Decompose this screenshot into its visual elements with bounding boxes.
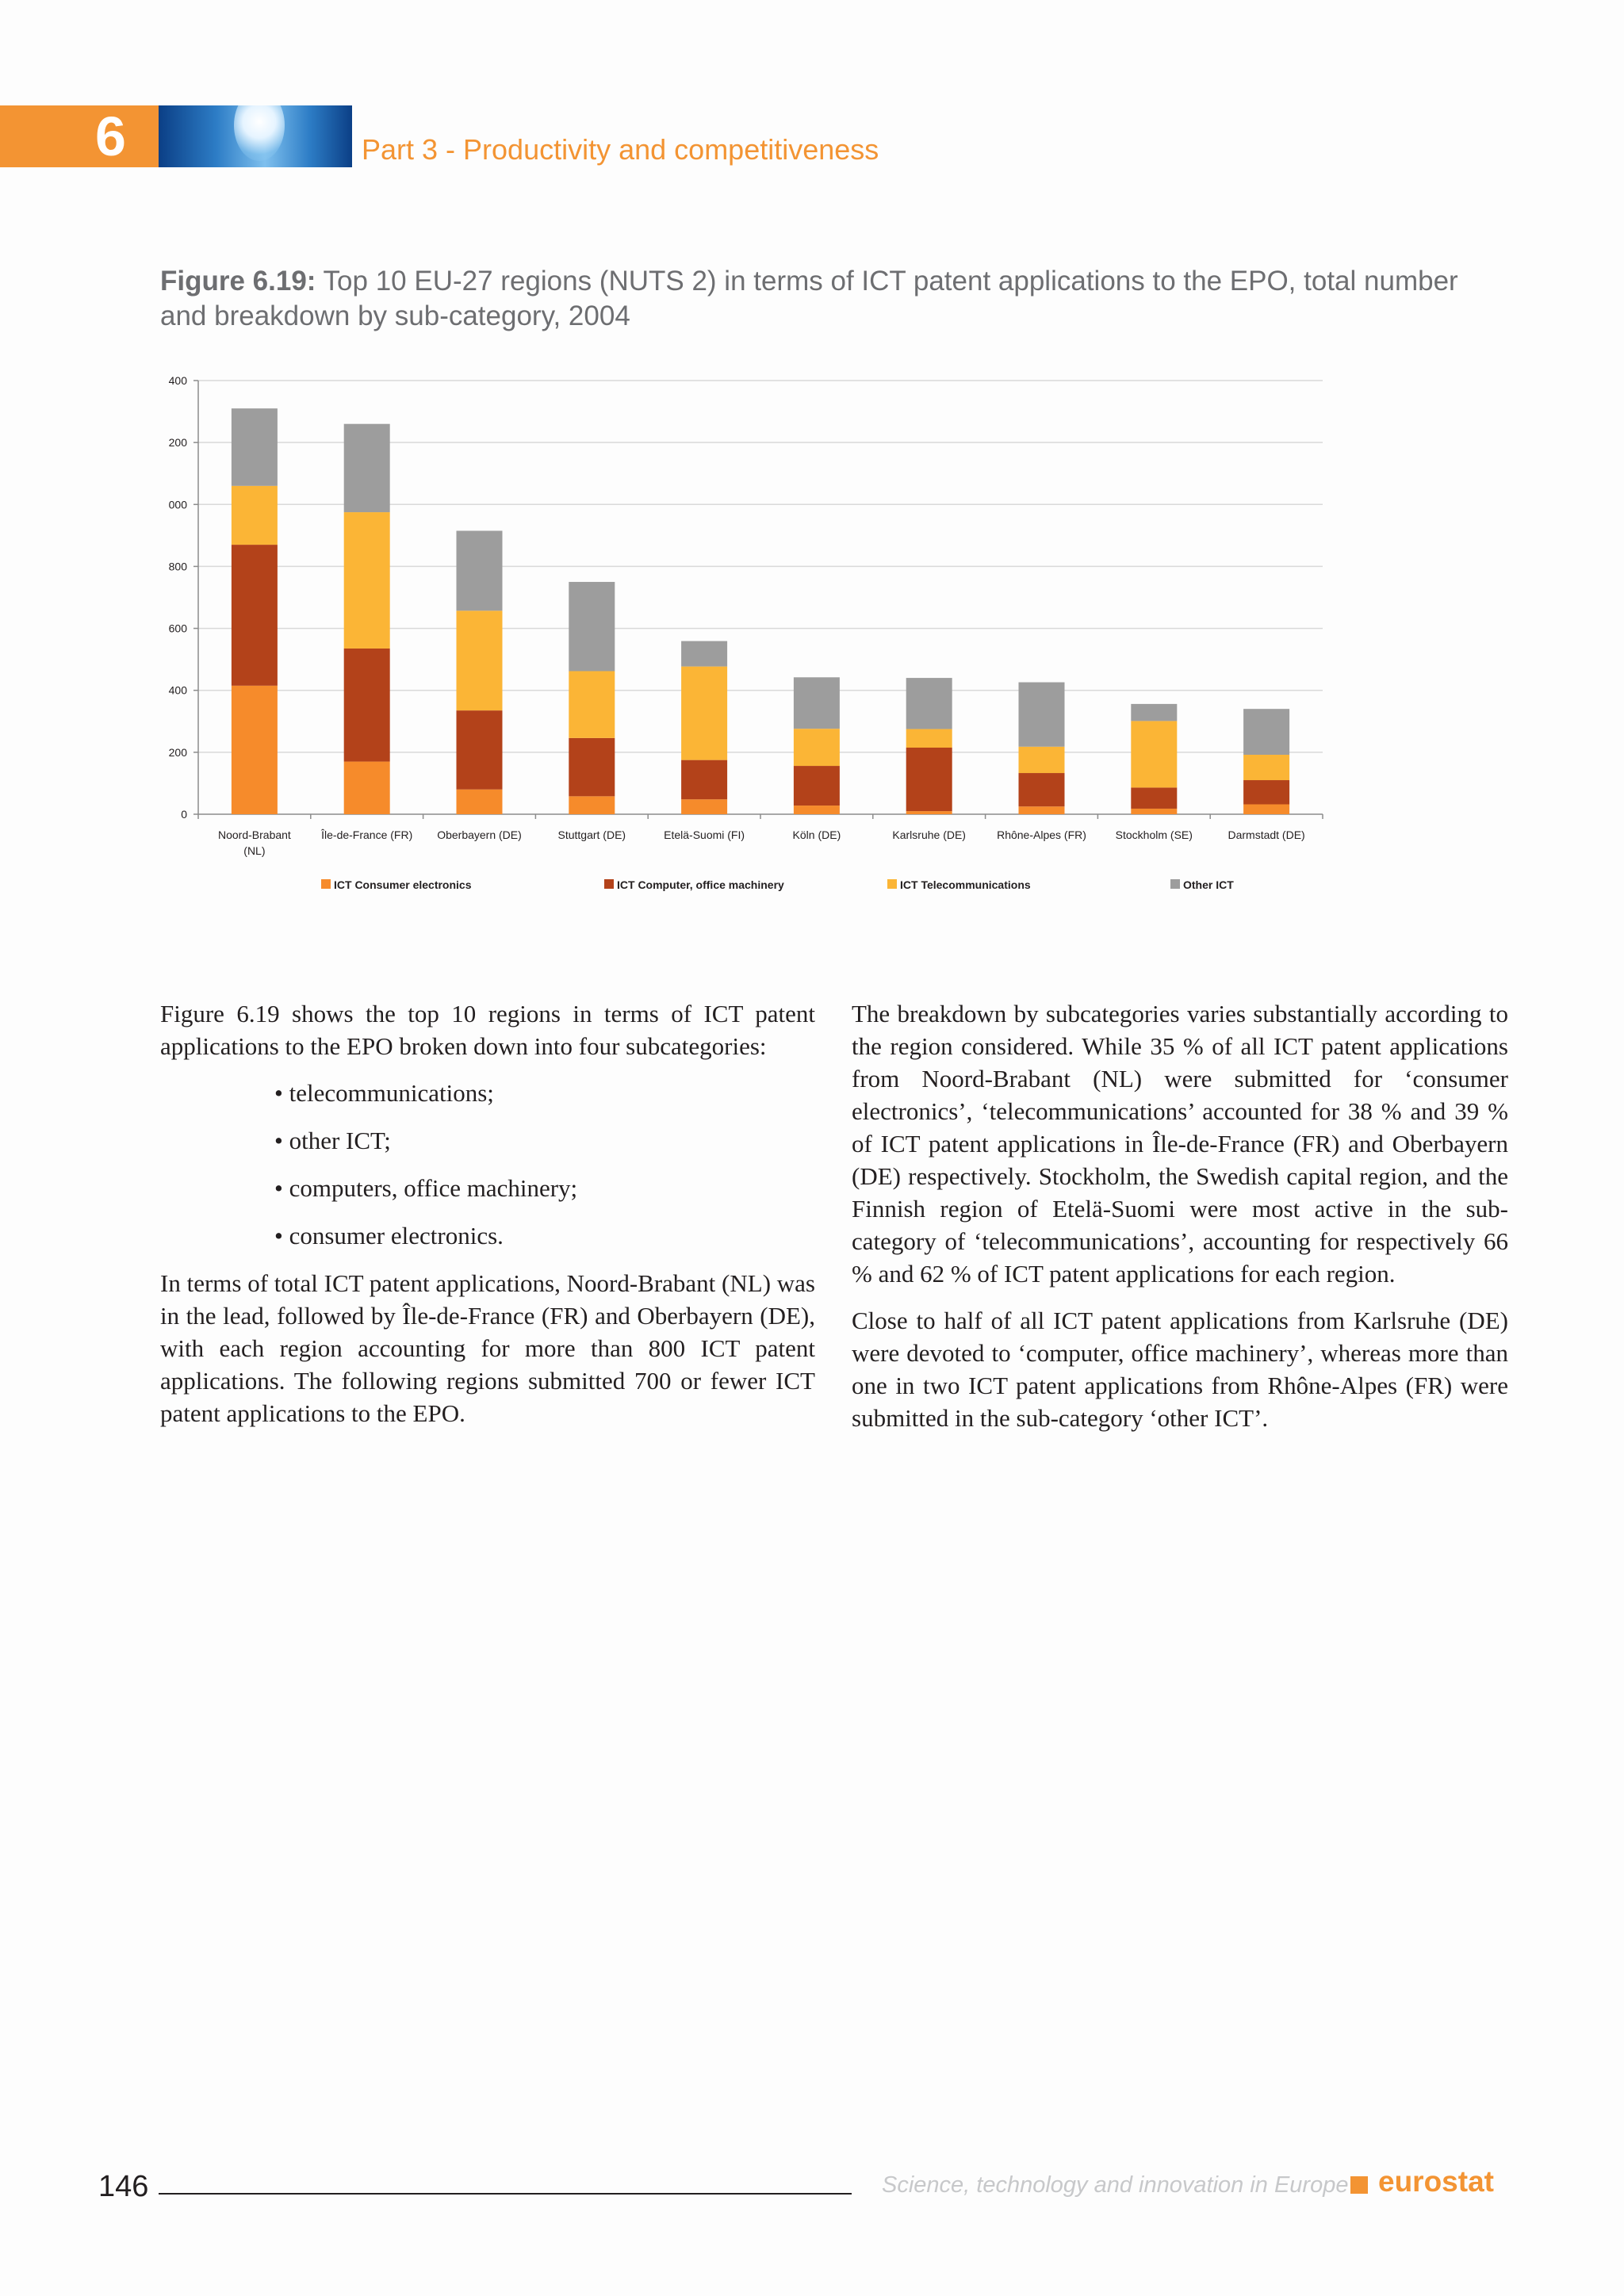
- bar-segment: [1243, 755, 1289, 780]
- bar-segment: [457, 530, 503, 610]
- list-item: • consumer electronics.: [274, 1219, 815, 1252]
- right-paragraph-1: The breakdown by subcategories varies substantially according to the region considered. While 35 % of all ICT patent applications from Noord-Brabant (NL) were submitted for ‘consumer electronics’, ‘telecommunications’ accounted for 38 % and 39 % of ICT patent applications in Île-de-France (FR) and Oberbayern (DE) respectively. Stockholm, the Swedish capital region, and the Finnish region of Etelä-Suomi were most active in the sub-category of ‘telecommunications’, accounting for respectively 66 % and 62 % of ICT patent applications for each region.: [852, 1000, 1508, 1288]
- bar-segment: [1243, 780, 1289, 804]
- publication-title: Science, technology and innovation in Europe: [882, 2172, 1349, 2198]
- bar-segment: [681, 760, 727, 800]
- x-tick-label: (NL): [243, 844, 266, 857]
- bar-segment: [457, 790, 503, 814]
- chapter-number: 6: [95, 105, 126, 167]
- figure-caption: [160, 264, 1492, 334]
- legend-label: ICT Consumer electronics: [334, 878, 472, 891]
- list-item: • other ICT;: [274, 1124, 815, 1157]
- x-tick-label: Darmstadt (DE): [1228, 828, 1305, 841]
- chart-legend: [321, 878, 1234, 891]
- bar-segment: [1131, 721, 1177, 787]
- y-tick-label: 200: [168, 436, 187, 450]
- bar-segment: [1131, 704, 1177, 721]
- list-item: • computers, office machinery;: [274, 1172, 815, 1204]
- y-tick-label: 200: [168, 745, 187, 759]
- page-number: 146: [98, 2170, 149, 2203]
- figure-title: Top 10 EU-27 regions (NUTS 2) in terms of ICT patent applications to the EPO, total number and breakdown by sub-category, 2004: [160, 266, 1458, 331]
- left-paragraph-2: In terms of total ICT patent applications, Noord-Brabant (NL) was in the lead, followed by Île-de-France (FR) and Oberbayern (DE), with each region accounting for more than 800 ICT patent applications. The following regions submitted 700 or fewer ICT patent applications to the EPO.: [160, 1269, 815, 1427]
- legend-swatch: [321, 879, 331, 889]
- bar-segment: [1131, 809, 1177, 814]
- x-tick-label: Stuttgart (DE): [557, 828, 626, 841]
- brand-logo: eurostat: [1378, 2165, 1494, 2198]
- bar-segment: [344, 649, 390, 762]
- x-tick-label: Etelä-Suomi (FI): [664, 828, 745, 841]
- list-item: • telecommunications;: [274, 1077, 815, 1109]
- chart-x-labels: [218, 828, 1305, 857]
- bar-segment: [906, 748, 952, 811]
- y-tick-label: 600: [168, 622, 187, 635]
- chart-bars: [232, 408, 1289, 814]
- stacked-bar-chart: [159, 365, 1332, 912]
- x-tick-label: Oberbayern (DE): [437, 828, 522, 841]
- legend-swatch: [887, 879, 897, 889]
- y-tick-label: 400: [168, 374, 187, 387]
- legend-label: ICT Computer, office machinery: [617, 878, 784, 891]
- bar-segment: [232, 686, 278, 814]
- x-tick-label: Rhône-Alpes (FR): [997, 828, 1086, 841]
- bar-segment: [681, 641, 727, 667]
- x-tick-label: Karlsruhe (DE): [892, 828, 966, 841]
- bar-segment: [344, 762, 390, 814]
- bar-segment: [1019, 773, 1065, 806]
- bar-segment: [794, 677, 840, 729]
- bar-segment: [906, 678, 952, 729]
- bar-segment: [794, 729, 840, 766]
- bar-segment: [232, 545, 278, 686]
- bar-segment: [1019, 806, 1065, 814]
- legend-swatch: [1170, 879, 1180, 889]
- lightbulb-icon: [234, 105, 285, 161]
- x-tick-label: Île-de-France (FR): [321, 828, 413, 841]
- bar-segment: [457, 710, 503, 790]
- x-tick-label: Noord-Brabant: [217, 828, 291, 841]
- bar-segment: [794, 806, 840, 814]
- bar-segment: [344, 512, 390, 649]
- x-tick-label: Stockholm (SE): [1115, 828, 1193, 841]
- left-paragraph-1: Figure 6.19 shows the top 10 regions in terms of ICT patent applications to the EPO broken down into four subcategories:: [160, 1000, 815, 1060]
- y-tick-label: 800: [168, 560, 187, 573]
- bar-segment: [906, 811, 952, 814]
- legend-label: ICT Telecommunications: [900, 878, 1031, 891]
- bar-segment: [569, 582, 615, 672]
- right-column: [852, 997, 1508, 1448]
- bar-segment: [569, 796, 615, 814]
- left-column: [160, 997, 815, 1444]
- bar-segment: [1019, 747, 1065, 773]
- part-title: Part 3 - Productivity and competitiveness: [362, 133, 879, 166]
- bar-segment: [232, 408, 278, 486]
- bar-segment: [681, 667, 727, 760]
- y-tick-label: 400: [168, 683, 187, 697]
- bar-segment: [1243, 709, 1289, 755]
- subcategory-list: [160, 1077, 815, 1252]
- bar-segment: [1019, 683, 1065, 747]
- bar-segment: [344, 424, 390, 512]
- bar-segment: [794, 766, 840, 806]
- bar-segment: [569, 738, 615, 796]
- figure-label: Figure 6.19:: [160, 266, 316, 297]
- bar-segment: [906, 729, 952, 748]
- y-tick-label: 000: [168, 498, 187, 511]
- brand-square-icon: [1350, 2176, 1368, 2194]
- legend-label: Other ICT: [1183, 878, 1234, 891]
- footer-rule: [159, 2193, 852, 2195]
- legend-swatch: [604, 879, 614, 889]
- right-paragraph-2: Close to half of all ICT patent applications from Karlsruhe (DE) were devoted to ‘computer, office machinery’, whereas more than one in two ICT patent applications from Rhône-Alpes (FR) were submitted in the sub-category ‘other ICT’.: [852, 1307, 1508, 1432]
- bar-segment: [232, 486, 278, 545]
- bar-segment: [1131, 787, 1177, 809]
- x-tick-label: Köln (DE): [792, 828, 841, 841]
- header-lightbulb-image: [159, 105, 352, 167]
- bar-segment: [681, 799, 727, 814]
- y-tick-label: 0: [181, 808, 187, 821]
- bar-segment: [569, 671, 615, 737]
- bar-segment: [457, 610, 503, 710]
- bar-segment: [1243, 804, 1289, 814]
